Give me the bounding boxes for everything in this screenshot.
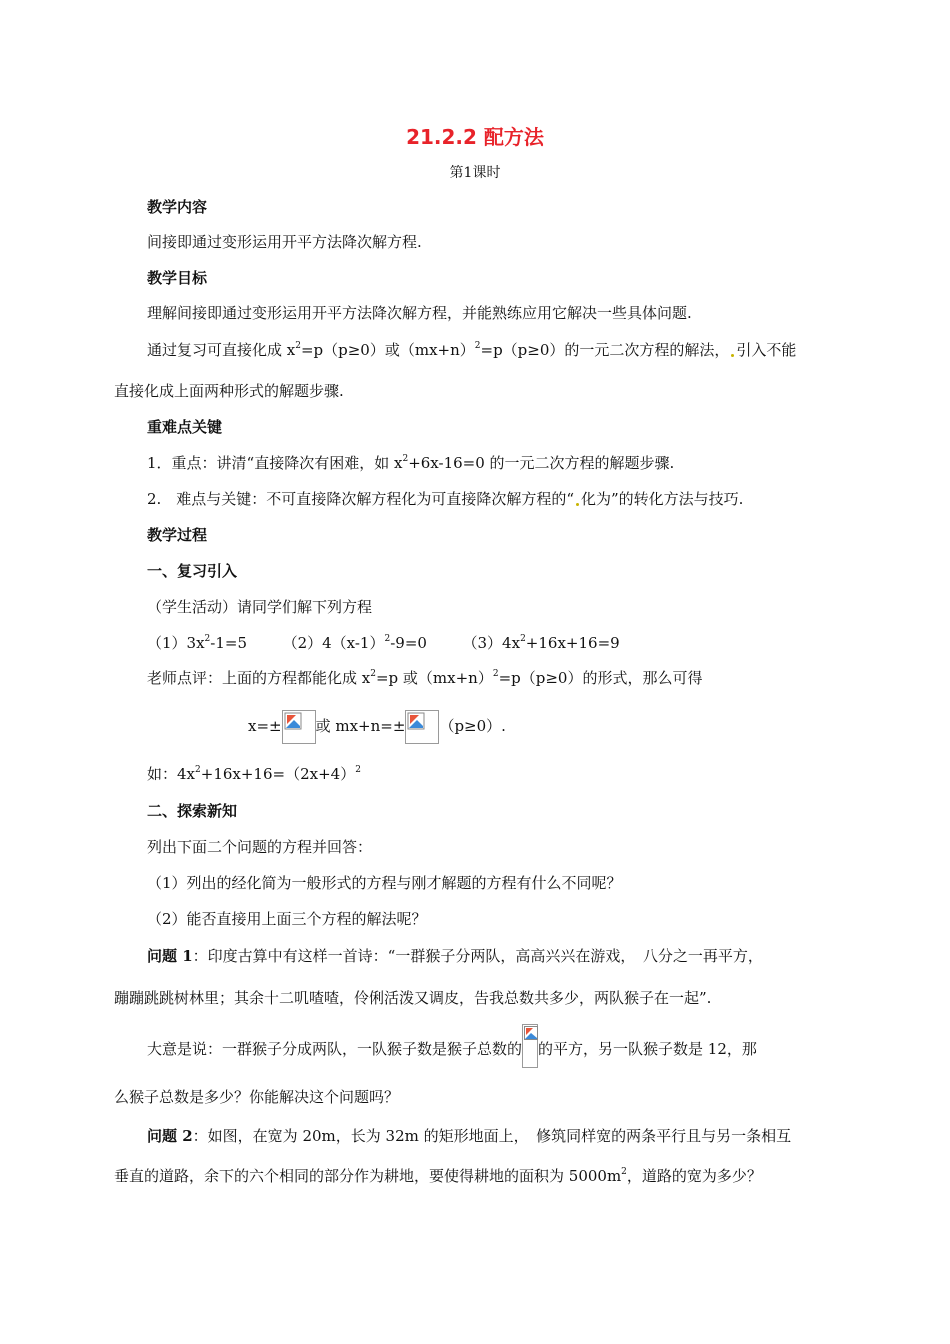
- equations-line: [147, 633, 620, 653]
- mark-dot: [576, 503, 579, 506]
- superscript: 2: [384, 634, 391, 644]
- superscript: 2: [295, 341, 301, 351]
- key-2-text-a: 2. 难点与关键：不可直接降次解方程化为可直接降次解方程的“: [147, 490, 574, 508]
- explore-question-1: （1）列出的经化简为一般形式的方程与刚才解题的方程有什么不同呢？: [147, 874, 622, 892]
- example-line: [147, 764, 361, 784]
- equation-2-a: （2）4（x-1）: [282, 634, 385, 652]
- equation-3-b: +16x+16=9: [525, 634, 620, 652]
- meaning-text-b: 的平方，另一队猴子数是 12，那: [538, 1040, 757, 1058]
- lesson-subtitle: 第1课时: [449, 165, 501, 181]
- example-text-a: 如：4x: [147, 765, 196, 783]
- superscript: 2: [492, 669, 499, 679]
- broken-image-icon: [282, 710, 316, 744]
- teacher-text-c: =p（p≥0）的形式，那么可得: [498, 669, 703, 687]
- solution-text-c: （p≥0）.: [439, 717, 506, 735]
- solution-text-b: 或 mx+n=±: [315, 717, 406, 735]
- explore-intro: 列出下面二个问题的方程并回答：: [147, 838, 373, 856]
- goals-line-2: [147, 340, 796, 360]
- problem-2-line-1: [147, 1126, 791, 1146]
- heading-review: 一、复习引入: [147, 562, 238, 580]
- superscript: 2: [195, 765, 201, 775]
- example-text-b: +16x+16=（2x+4）: [200, 765, 356, 783]
- problem-2-text-a: 垂直的道路，余下的六个相同的部分作为耕地，要使得耕地的面积为 5000m: [114, 1167, 622, 1185]
- key-2-text-b: 化为”的转化方法与技巧.: [580, 490, 744, 508]
- problem-2-line-2: [114, 1166, 762, 1186]
- key-1-text-b: +6x-16=0 的一元二次方程的解题步骤.: [408, 454, 675, 472]
- heading-teaching-process: 教学过程: [147, 526, 208, 544]
- goals-text-c: =p（p≥0）的一元二次方程的解法，: [480, 341, 730, 359]
- equation-1-a: （1）3x: [147, 634, 205, 652]
- problem-1-label: 问题 1: [147, 947, 193, 965]
- heading-key-points: 重难点关键: [147, 418, 223, 436]
- document-title: 21.2.2 配方法: [406, 125, 544, 149]
- meaning-line-1: [147, 1024, 757, 1070]
- review-intro: （学生活动）请同学们解下列方程: [147, 598, 373, 616]
- key-point-2: [147, 489, 743, 509]
- key-1-text-a: 1．重点：讲清“直接降次有困难，如 x: [147, 454, 403, 472]
- problem-2-label: 问题 2: [147, 1127, 193, 1145]
- heading-teaching-goals: 教学目标: [147, 269, 208, 287]
- problem-2-text: ：如图，在宽为 20m，长为 32m 的矩形地面上， 修筑同样宽的两条平行且与另一条相互: [192, 1127, 792, 1145]
- meaning-text-a: 大意是说：一群猴子分成两队，一队猴子数是猴子总数的: [147, 1040, 523, 1058]
- problem-2-text-b: ，道路的宽为多少？: [626, 1167, 762, 1185]
- mark-dot: [731, 354, 734, 357]
- superscript: 2: [474, 341, 481, 351]
- teaching-content-text: 间接即通过变形运用开平方法降次解方程.: [147, 233, 422, 251]
- broken-image-icon: [522, 1024, 538, 1068]
- goals-line-1: 理解间接即通过变形运用开平方法降次解方程，并能熟练应用它解决一些具体问题.: [147, 304, 692, 322]
- equation-2-b: -9=0: [390, 634, 427, 652]
- explore-question-2: （2）能否直接用上面三个方程的解法呢？: [147, 910, 427, 928]
- superscript: 2: [204, 634, 211, 644]
- heading-explore: 二、探索新知: [147, 802, 238, 820]
- broken-image-icon: [405, 710, 439, 744]
- problem-1-text: ：印度古算中有这样一首诗：“一群猴子分两队，高高兴兴在游戏， 八分之一再平方，: [192, 947, 763, 965]
- problem-1-line-1: [147, 946, 763, 966]
- problem-1-line-2: 蹦蹦跳跳树林里；其余十二叽喳喳，伶俐活泼又调皮，告我总数共多少，两队猴子在一起”.: [114, 989, 712, 1007]
- superscript: 2: [520, 634, 526, 644]
- superscript: 2: [355, 765, 361, 775]
- equation-1-b: -1=5: [210, 634, 248, 652]
- goals-text-a: 通过复习可直接化成 x: [147, 341, 296, 359]
- goals-text-d: 引入不能: [736, 341, 797, 359]
- key-point-1: [147, 453, 674, 473]
- equation-3-a: （3）4x: [462, 634, 521, 652]
- solution-formula: [248, 708, 506, 744]
- superscript: 2: [621, 1167, 627, 1177]
- goals-line-3: 直接化成上面两种形式的解题步骤.: [114, 382, 344, 400]
- goals-text-b: =p（p≥0）或（mx+n）: [300, 341, 475, 359]
- superscript: 2: [402, 454, 409, 464]
- teacher-comment: [147, 668, 702, 688]
- teacher-text-b: =p 或（mx+n）: [375, 669, 493, 687]
- heading-teaching-content: 教学内容: [147, 198, 208, 216]
- superscript: 2: [370, 669, 376, 679]
- teacher-text-a: 老师点评：上面的方程都能化成 x: [147, 669, 371, 687]
- meaning-line-2: 么猴子总数是多少？你能解决这个问题吗？: [114, 1088, 400, 1106]
- solution-text-a: x=±: [248, 717, 282, 735]
